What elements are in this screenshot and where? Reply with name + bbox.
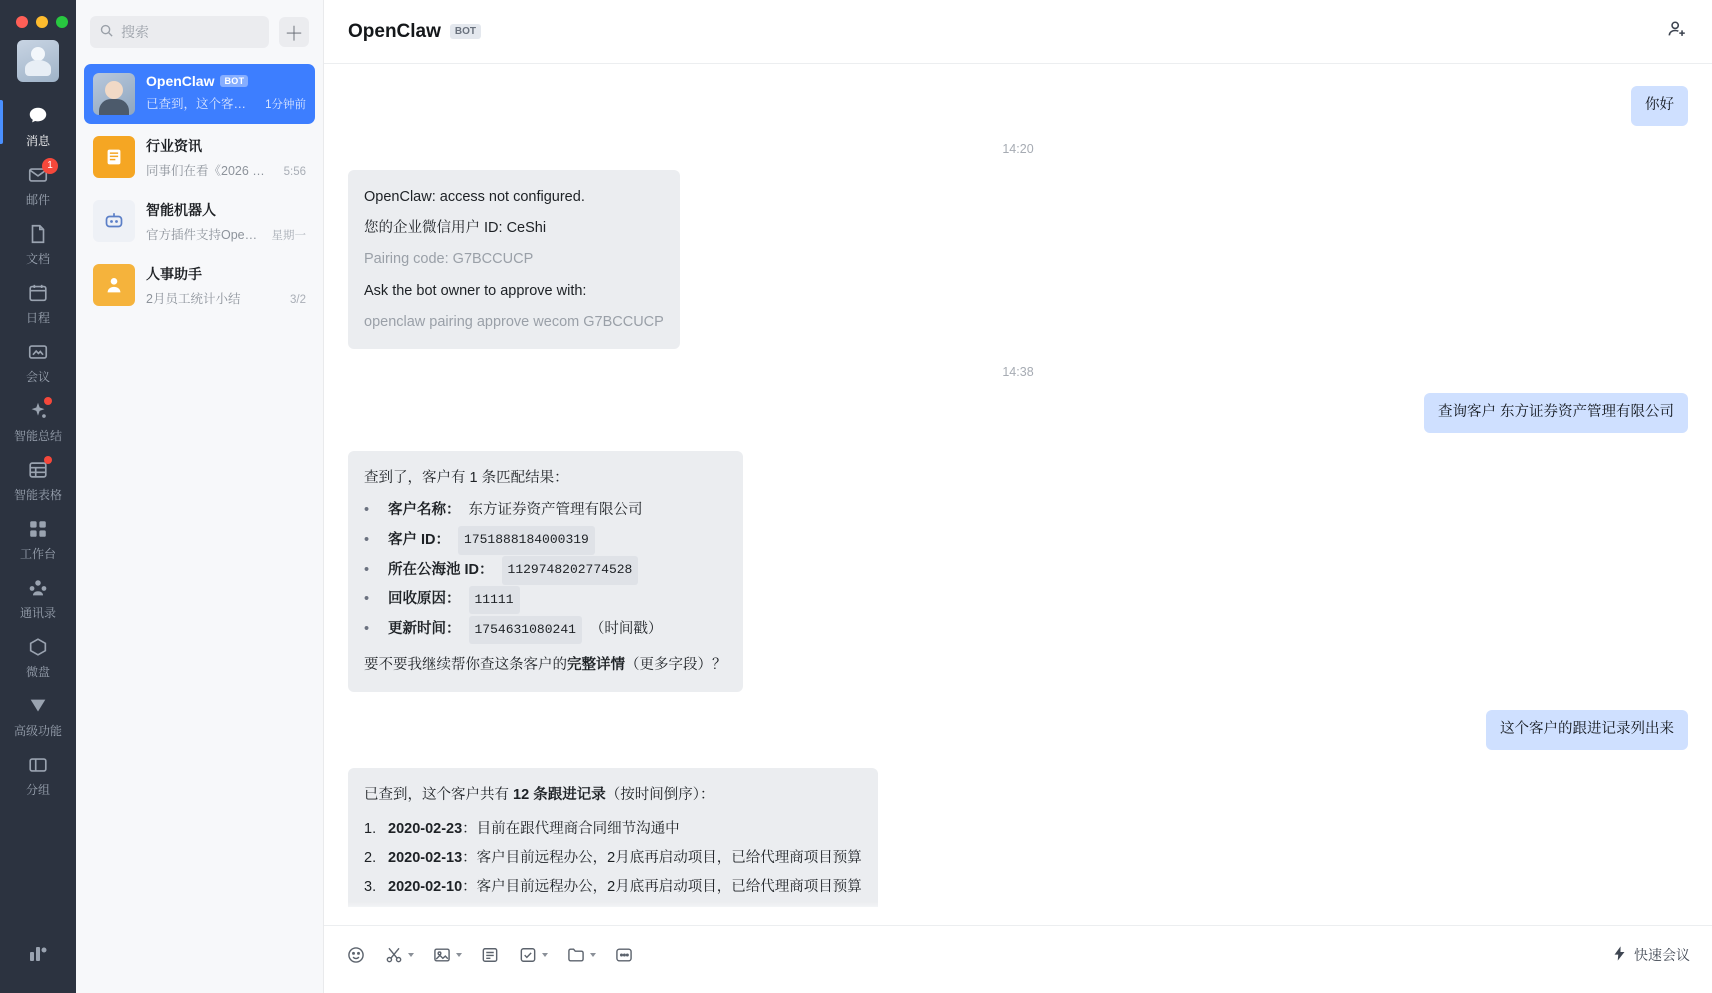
rail-item-ai-sheet[interactable] — [0, 450, 76, 509]
conversation-item-robot[interactable] — [84, 191, 315, 252]
list-fade — [324, 907, 1712, 925]
rail-label-workbench: 工作台 — [19, 547, 56, 561]
customer-outro — [364, 651, 727, 679]
quick-meeting-button[interactable] — [1611, 945, 1690, 965]
customer-field-list — [364, 496, 727, 645]
records-list — [364, 815, 862, 902]
group-icon — [26, 753, 50, 777]
field-suffix: （时间戳） — [589, 620, 663, 637]
field-value: 11111 — [469, 586, 520, 615]
message-row-outgoing — [348, 710, 1688, 750]
rail-item-calendar[interactable] — [0, 273, 76, 332]
rail-item-drive[interactable] — [0, 627, 76, 686]
outro-post: （更多字段）？ — [625, 656, 727, 673]
customer-intro: 查到了，客户有 1 条匹配结果： — [364, 469, 569, 486]
quick-meeting-label: 快速会议 — [1634, 947, 1690, 964]
message-bubble-customer — [348, 451, 743, 692]
conversation-item-hr[interactable] — [84, 255, 315, 316]
pairing-line-2: 您的企业微信用户 ID: CeShi — [364, 220, 547, 237]
window-controls[interactable] — [16, 16, 68, 28]
records-intro-post: （按时间倒序）： — [605, 786, 715, 803]
field-key: • 客户 ID： — [388, 531, 451, 548]
chat-header — [324, 0, 1712, 64]
rail-label-mail: 邮件 — [25, 193, 50, 207]
image-icon[interactable] — [432, 945, 462, 965]
rail-item-contacts[interactable] — [0, 568, 76, 627]
message-row-incoming — [348, 170, 1688, 349]
conversation-time: 1分钟前 — [265, 99, 306, 111]
field-value: 东方证券资产管理有限公司 — [468, 502, 643, 519]
lightning-icon — [1611, 945, 1628, 965]
rail-label-ai-sheet: 智能表格 — [13, 488, 62, 502]
records-intro — [364, 781, 862, 809]
outro-pre: 要不要我继续帮你查这条客户的 — [364, 656, 567, 673]
conversation-item-news[interactable] — [84, 127, 315, 188]
bot-badge: BOT — [220, 75, 248, 87]
message-row-incoming — [348, 451, 1688, 692]
rail-label-group: 分组 — [25, 783, 50, 797]
field-key: • 回收原因： — [388, 591, 461, 608]
add-conversation-button[interactable]: ＋ — [279, 17, 309, 47]
rail-label-drive: 微盘 — [25, 665, 50, 679]
rail-item-workbench[interactable] — [0, 509, 76, 568]
record-text: 客户目前远程办公，2月底再启动项目，已给代理商项目预算 — [476, 849, 862, 866]
left-rail — [0, 0, 76, 993]
folder-icon[interactable] — [566, 945, 596, 965]
conversation-preview: 同事们在看《2026 … — [146, 164, 265, 178]
docs-icon — [26, 222, 50, 246]
field-value: 1751888184000319 — [458, 526, 595, 555]
search-icon — [99, 23, 114, 41]
rail-label-contacts: 通讯录 — [19, 606, 56, 620]
conversation-preview: 已查到，这个客… — [146, 97, 247, 111]
field-key: • 客户名称： — [388, 502, 461, 519]
zoom-button[interactable] — [56, 16, 68, 28]
message-row-outgoing — [348, 86, 1688, 126]
rail-label-ai-summary: 智能总结 — [13, 429, 62, 443]
record-text: 目前在跟代理商合同细节沟通中 — [476, 820, 680, 837]
list-header — [76, 0, 323, 64]
rail-item-meeting[interactable] — [0, 332, 76, 391]
page-title: OpenClaw — [348, 20, 441, 42]
message-bubble-outgoing: 查询客户 东方证券资产管理有限公司 — [1424, 393, 1688, 433]
header-bot-badge: BOT — [450, 24, 481, 39]
drive-icon — [26, 635, 50, 659]
conversation-time: 3/2 — [290, 294, 306, 306]
search-placeholder: 搜索 — [121, 24, 149, 40]
pairing-line-4: Ask the bot owner to approve with: — [364, 282, 587, 299]
chevron-down-icon[interactable] — [590, 953, 596, 957]
conversation-name: 行业资讯 — [146, 138, 202, 154]
outro-strong: 完整详情 — [567, 656, 625, 673]
emoji-icon[interactable] — [346, 945, 366, 965]
message-row-incoming — [348, 768, 1688, 915]
history-icon[interactable] — [614, 945, 634, 965]
message-list[interactable] — [324, 64, 1712, 925]
rail-label-messages: 消息 — [25, 134, 50, 148]
rail-item-group[interactable] — [0, 745, 76, 804]
conversation-time: 5:56 — [283, 166, 306, 178]
rail-label-advanced: 高级功能 — [13, 724, 62, 738]
minimize-button[interactable] — [36, 16, 48, 28]
chat-icon — [26, 104, 50, 128]
ai-summary-dot — [44, 397, 52, 405]
record-date: 2020-02-13 — [388, 849, 463, 866]
user-avatar[interactable] — [17, 40, 59, 82]
apps-icon[interactable] — [26, 942, 50, 971]
timestamp-divider: 14:38 — [1002, 365, 1034, 380]
message-bubble-outgoing: 这个客户的跟进记录列出来 — [1486, 710, 1688, 750]
close-button[interactable] — [16, 16, 28, 28]
rail-label-docs: 文档 — [25, 252, 50, 266]
conversation-time: 星期一 — [271, 230, 306, 242]
list-item — [364, 496, 727, 526]
calendar-icon — [26, 281, 50, 305]
conversation-name: 智能机器人 — [146, 202, 216, 218]
ai-sheet-dot — [44, 456, 52, 464]
meeting-icon — [26, 340, 50, 364]
message-bubble-pairing — [348, 170, 680, 349]
list-item — [364, 556, 727, 586]
list-item — [364, 526, 727, 556]
conversation-list — [76, 0, 324, 993]
rail-label-meeting: 会议 — [25, 370, 50, 384]
list-item — [364, 585, 727, 615]
rail-item-mail[interactable] — [0, 155, 76, 214]
add-member-icon[interactable] — [1666, 18, 1688, 45]
composer-toolbar — [324, 925, 1712, 985]
rail-item-advanced[interactable] — [0, 686, 76, 745]
message-input[interactable] — [324, 985, 1712, 993]
conversation-preview: 官方插件支持Ope… — [146, 228, 258, 242]
pairing-line-3: Pairing code: G7BCCUCP — [364, 251, 534, 268]
pairing-line-1: OpenClaw: access not configured. — [364, 188, 585, 205]
pairing-line-5: openclaw pairing approve wecom G7BCCUCP — [364, 313, 664, 330]
field-value: 1129748202774528 — [502, 556, 639, 585]
chevron-down-icon[interactable] — [456, 953, 462, 957]
message-row-outgoing — [348, 393, 1688, 433]
records-count: 12 条跟进记录 — [513, 786, 606, 803]
rail-item-docs[interactable] — [0, 214, 76, 273]
ai-sheet-icon — [26, 458, 50, 482]
todo-icon[interactable] — [518, 945, 548, 965]
avatar — [93, 136, 135, 178]
conversation-name: OpenClaw — [146, 73, 215, 89]
record-text: 客户目前远程办公，2月底再启动项目，已给代理商项目预算 — [476, 878, 862, 895]
workbench-icon — [26, 517, 50, 541]
field-key: • 所在公海池 ID： — [388, 561, 494, 578]
field-value: 1754631080241 — [469, 616, 582, 645]
text-card-icon[interactable] — [480, 945, 500, 965]
avatar — [93, 73, 135, 115]
list-item — [364, 615, 727, 645]
chat-panel — [324, 0, 1712, 993]
message-bubble-outgoing: 你好 — [1631, 86, 1688, 126]
search-input[interactable] — [90, 16, 269, 48]
rail-item-messages[interactable] — [0, 96, 76, 155]
message-bubble-records — [348, 768, 878, 915]
chevron-down-icon[interactable] — [542, 953, 548, 957]
conversation-item-openclaw[interactable] — [84, 64, 315, 124]
record-date: 2020-02-10 — [388, 878, 463, 895]
list-item: 2020-02-23：目前在跟代理商合同细节沟通中 — [388, 820, 680, 837]
rail-item-ai-summary[interactable] — [0, 391, 76, 450]
rail-label-calendar: 日程 — [25, 311, 50, 325]
avatar — [93, 200, 135, 242]
avatar — [93, 264, 135, 306]
ai-summary-icon — [26, 399, 50, 423]
list-item: 2020-02-13：客户目前远程办公，2月底再启动项目，已给代理商项目预算 — [388, 849, 862, 866]
mail-badge: 1 — [42, 158, 58, 174]
list-item: 2020-02-10：客户目前远程办公，2月底再启动项目，已给代理商项目预算 — [388, 878, 862, 895]
timestamp-divider: 14:20 — [1002, 141, 1034, 156]
record-date: 2020-02-23 — [388, 820, 463, 837]
scissors-icon[interactable] — [384, 945, 414, 965]
records-intro-pre: 已查到，这个客户共有 — [364, 786, 514, 803]
contacts-icon — [26, 576, 50, 600]
chevron-down-icon[interactable] — [408, 953, 414, 957]
conversation-name: 人事助手 — [146, 266, 202, 282]
conversation-preview: 2月员工统计小结 — [146, 292, 241, 306]
mail-icon — [26, 160, 53, 187]
advanced-icon — [26, 694, 50, 718]
field-key: • 更新时间： — [388, 620, 461, 637]
